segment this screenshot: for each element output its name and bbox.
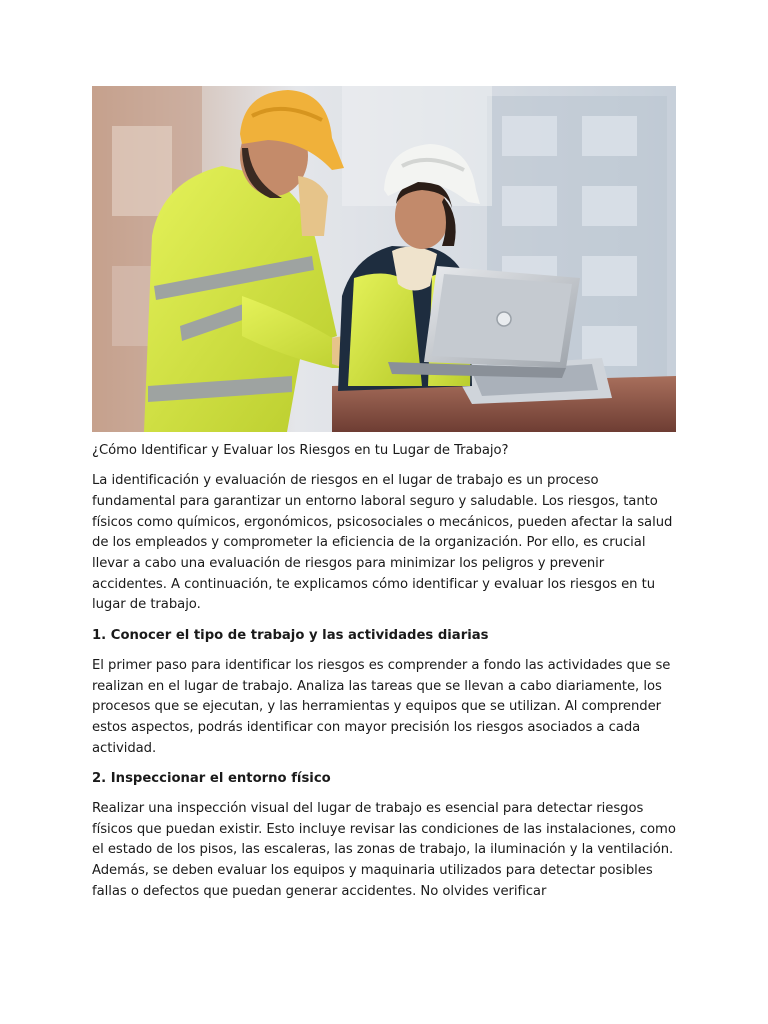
section-body: El primer paso para identificar los riesgos es comprender a fondo las actividades que se realizan en el lugar de trabajo. Analiza las tareas que se llevan a cabo diariamente, los procesos que se ejecutan, y las herramientas y equipos que se utilizan. Al comprender estos aspectos, podrás identificar con mayor precisión los riesgos asociados a cada actividad. <box>92 657 671 756</box>
article-title: ¿Cómo Identificar y Evaluar los Riesgos en tu Lugar de Trabajo? <box>92 443 509 458</box>
section-body: Realizar una inspección visual del lugar de trabajo es esencial para detectar riesgos físicos que puedan existir. Esto incluye revisar las condiciones de las instalaciones, como el estado de los pisos, las escaleras, las zonas de trabajo, la iluminación y la ventilación. Además, se deben evaluar los equipos y maquinaria utilizados para detectar posibles fallas o defectos que puedan generar accidentes. No olvides verificar <box>92 801 676 899</box>
section-heading: 2. Inspeccionar el entorno físico <box>92 770 331 786</box>
section-heading: 1. Conocer el tipo de trabajo y las actividades diarias <box>92 627 489 643</box>
construction-workers-image <box>92 86 676 432</box>
header-photo <box>92 86 676 432</box>
article-intro: La identificación y evaluación de riesgos en el lugar de trabajo es un proceso fundamental para garantizar un entorno laboral seguro y saludable. Los riesgos, tanto físicos como químicos, ergonómicos, psicosociales o mecánicos, pueden afectar la salud de los empleados y comprometer la eficiencia de la organización. Por ello, es crucial llevar a cabo una evaluación de riesgos para minimizar los peligros y prevenir accidentes. A continuación, te explicamos cómo identificar y evaluar los riesgos en tu lugar de trabajo. <box>92 473 673 613</box>
article-body <box>92 441 682 912</box>
